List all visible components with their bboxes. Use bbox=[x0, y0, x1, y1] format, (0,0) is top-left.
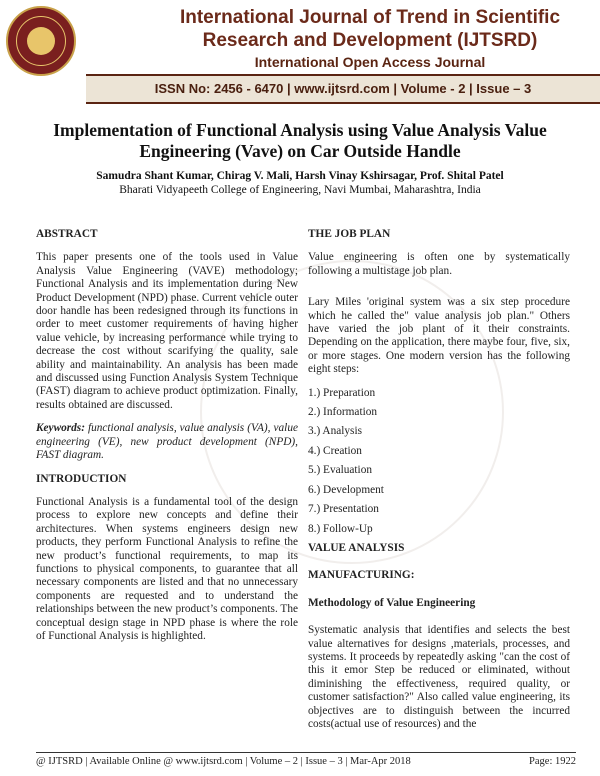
value-analysis-heading: VALUE ANALYSIS bbox=[308, 541, 405, 554]
journal-subtitle: International Open Access Journal bbox=[254, 54, 486, 70]
keywords bbox=[36, 422, 298, 462]
step-item: 5.) Evaluation bbox=[308, 464, 372, 477]
paper-title-line2: Engineering (Vave) on Car Outside Handle bbox=[139, 141, 461, 161]
step-item: 6.) Development bbox=[308, 483, 384, 496]
journal-title-line1: International Journal of Trend in Scientific bbox=[179, 7, 561, 28]
logo-core bbox=[27, 27, 55, 55]
abstract-text: This paper presents one of the tools used in Value Analysis Value Engineering (VAVE) methodology; Functional Analysis and its implementation during New Product Development (NPD) phase. Current vehicle outer door handle has been redesigned through its functions in order to meet customer requirements of having higher value vehicle, by increasing performance while trying to decrease the cost without scarifying the quality, sale ability and maintainability. An analysis has been made and discussed using Function Analysis System Technique (FAST) diagram to achieve product optimization. Finally, results obtained are discussed. bbox=[36, 251, 298, 411]
introduction-heading: INTRODUCTION bbox=[36, 472, 127, 485]
methodology-text: Systematic analysis that identifies and selects the best value alternatives for designs ,materials, processes, and systems. It proceeds by repeatedly asking "can the cost of this it emor Step be reduced or eliminated, without diminishing the effectiveness, required quality, or customer satisfaction?" Also called value engineering, its objectives are to distinguish between the incurred costs(actual use of resources) and the bbox=[308, 624, 570, 730]
step-item: 3.) Analysis bbox=[308, 425, 362, 438]
journal-logo bbox=[6, 6, 76, 76]
footer-journal-info: @ IJTSRD | Available Online @ www.ijtsrd.com | Volume – 2 | Issue – 3 | Mar-Apr 2018 bbox=[36, 756, 411, 767]
job-plan-paragraph-1: Value engineering is often one by systematically following a multistage job plan. bbox=[308, 251, 570, 277]
step-item: 2.) Information bbox=[308, 406, 378, 419]
manufacturing-heading: MANUFACTURING: bbox=[308, 569, 415, 582]
journal-title-line2: Research and Development (IJTSRD) bbox=[202, 30, 538, 51]
paper-title bbox=[30, 120, 570, 162]
step-item: 8.) Follow-Up bbox=[308, 522, 373, 535]
journal-title bbox=[160, 6, 580, 52]
methodology-heading: Methodology of Value Engineering bbox=[308, 596, 476, 609]
step-item: 4.) Creation bbox=[308, 444, 362, 457]
journal-header bbox=[0, 0, 600, 108]
keywords-text: functional analysis, value analysis (VA), value engineering (VE), new product development (NPD), FAST diagram. bbox=[36, 422, 298, 462]
left-column bbox=[36, 228, 298, 653]
abstract-heading: ABSTRACT bbox=[36, 228, 98, 240]
paper-affiliation: Bharati Vidyapeeth College of Engineering, Navi Mumbai, Maharashtra, India bbox=[119, 184, 481, 196]
step-item: 7.) Presentation bbox=[308, 503, 379, 516]
step-item: 1.) Preparation bbox=[308, 386, 376, 399]
job-plan-heading: THE JOB PLAN bbox=[308, 228, 391, 240]
paper-authors: Samudra Shant Kumar, Chirag V. Mali, Harsh Vinay Kshirsagar, Prof. Shital Patel bbox=[96, 170, 504, 182]
keywords-label: Keywords: bbox=[36, 422, 85, 435]
job-plan-paragraph-2: Lary Miles 'original system was a six step procedure which he called the" value analysis job plan." Others have varied the job plant of it their constraints. Depending on the application, there maybe four, five, six, or more stages. One modern version has the following eight steps: bbox=[308, 296, 570, 376]
footer-page-number: Page: 1922 bbox=[529, 756, 576, 767]
page-footer bbox=[36, 752, 576, 771]
introduction-text: Functional Analysis is a fundamental tool of the design process to explore new concepts and define their architectures. When systems engineers design new products, they perform Functional Analysis to refine the new product’s functional requirements, to map its functions to physical components, to guarantee that all necessary components are listed and that no unnecessary components are requested and to understand the relationships between the new product’s components. The conceptual design stage in NPD phase is where the role of Functional Analysis is highlighted. bbox=[36, 495, 298, 642]
paper-title-line1: Implementation of Functional Analysis using Value Analysis Value bbox=[53, 120, 547, 140]
issn-bar: ISSN No: 2456 - 6470 | www.ijtsrd.com | Volume - 2 | Issue – 3 bbox=[86, 74, 600, 104]
right-column bbox=[308, 228, 570, 741]
job-plan-steps bbox=[308, 387, 570, 536]
